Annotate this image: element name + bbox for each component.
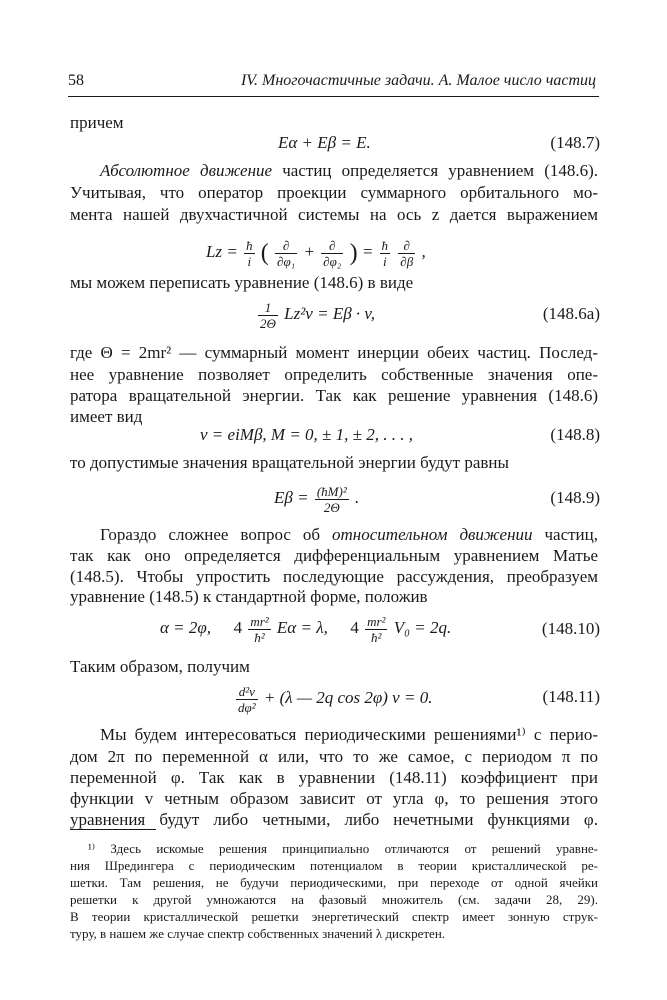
text-line: уравнение (148.5) к стандартной форме, положив xyxy=(70,587,428,606)
text-line: уравнения будут либо четными, либо нечетными функциями φ. xyxy=(70,810,598,829)
emphasis-text: Абсолютное движение xyxy=(100,161,273,180)
text-line xyxy=(70,724,598,746)
fraction: $\frac{\text{mr²}}{\text{ħ²}}$ xyxy=(250,613,269,645)
equation-number: (148.6a) xyxy=(542,304,600,323)
footnote-line: шетки. Там решения, не будучи периодическими, при переходе от одной ячейки xyxy=(70,875,598,890)
equation-148-9 xyxy=(274,480,359,516)
text-span: частиц определяется уравнением (148.6). xyxy=(282,161,599,180)
text-line: то допустимые значения вращательной энергии будут равны xyxy=(70,453,509,472)
equation-148-7: Eα + Eβ = E. xyxy=(278,133,371,152)
punctuation: , xyxy=(421,242,426,261)
text-line: так как оно определяется дифференциальным уравнением Матье xyxy=(70,546,598,565)
eq-lhs: Lz = xyxy=(206,242,238,261)
punctuation: . xyxy=(354,488,360,507)
fraction: $\frac{\text{mr²}}{\text{ħ²}}$ xyxy=(367,613,386,645)
eq-part: 4 xyxy=(233,618,243,637)
running-title: IV. Многочастичные задачи. А. Малое число частиц xyxy=(240,72,596,89)
fraction: $\frac{\partial}{\text{∂φ₁}}$ xyxy=(277,237,296,269)
equation-148-10 xyxy=(160,608,451,648)
text-line: (148.5). Чтобы упростить последующие рассуждения, преобразуем xyxy=(70,567,598,586)
eq-part: α = 2φ, xyxy=(160,618,212,637)
equation-number: (148.9) xyxy=(550,488,600,507)
text-line: Учитывая, что оператор проекции суммарного орбитального мо- xyxy=(70,183,598,202)
operator: + xyxy=(303,242,315,261)
equation-148-8: v = eiMβ, M = 0, ± 1, ± 2, . . . , xyxy=(200,425,413,444)
equation-lz xyxy=(206,232,426,273)
equation-148-11 xyxy=(234,678,432,718)
footnote-line: туру, в нашем же случае спектр собственных значений λ дискретен. xyxy=(70,926,446,941)
text-line: мента нашей двухчастичной системы на ось z дается выражением xyxy=(70,205,598,224)
fraction: $\frac{\partial}{\partial\beta}$ xyxy=(400,237,414,269)
text-line: ратора вращательной энергии. Так как решение уравнения (148.6) xyxy=(70,386,598,405)
text-line xyxy=(70,160,598,182)
fraction: $\frac{\text{d²v}}{\text{dφ²}}$ xyxy=(238,683,256,715)
fraction: $\frac{ħ}{i}$ xyxy=(381,237,389,269)
text-line: причем xyxy=(70,113,124,132)
text-span: частиц, xyxy=(544,525,598,544)
eq-part: Eα = λ, xyxy=(276,618,328,637)
fraction: $\frac{\partial}{\text{∂φ₂}}$ xyxy=(323,237,342,269)
equation-number: (148.8) xyxy=(550,425,600,444)
eq-rest: + (λ — 2q cos 2φ) v = 0. xyxy=(263,688,433,707)
eq-part: V₀ = 2q. xyxy=(393,618,452,637)
text-line: где Θ = 2mr² — суммарный момент инерции обеих частиц. Послед- xyxy=(70,343,598,362)
header-rule xyxy=(68,96,599,97)
eq-rest: Lz²v = Eβ · v, xyxy=(284,304,375,323)
operator: = xyxy=(361,242,374,261)
fraction: $\frac{ħ}{i}$ xyxy=(246,237,253,269)
equation-148-6a xyxy=(256,296,375,332)
text-line: Таким образом, получим xyxy=(70,657,250,676)
text-span: Мы будем интересоваться периодическими решениями¹⁾ с перио- xyxy=(100,725,598,744)
equation-number: (148.10) xyxy=(541,619,600,638)
text-line: дом 2π по переменной α или, что то же самое, с периодом π по xyxy=(70,747,598,766)
fraction: $\frac{\text{(ħM)²}}{2\Theta}$ xyxy=(316,483,347,515)
footnote-text: ¹⁾ Здесь искомые решения принципиально отличаются от решений уравне- xyxy=(88,841,598,856)
footnote-line: ния Шредингера с периодическим потенциалом в теории кристаллической ре- xyxy=(70,858,598,873)
footnote-line xyxy=(70,840,598,857)
text-line: мы можем переписать уравнение (148.6) в виде xyxy=(70,273,414,292)
text-line xyxy=(70,524,598,546)
text-line: переменной φ. Так как в уравнении (148.11) коэффициент при xyxy=(70,768,598,787)
page-number: 58 xyxy=(68,72,84,89)
eq-part: 4 xyxy=(350,618,359,637)
paren: ( xyxy=(260,240,269,267)
text-line: имеет вид xyxy=(70,407,143,426)
equation-number: (148.11) xyxy=(542,687,600,706)
text-line: нее уравнение позволяет определить собственные значения опе- xyxy=(70,365,598,384)
text-line: функции v четным образом зависит от угла φ, то решения этого xyxy=(70,789,598,808)
text-span: Гораздо сложнее вопрос об xyxy=(100,525,321,544)
fraction: $\frac{1}{2\Theta}$ xyxy=(260,299,276,331)
footnote-line: решетки к другой умножаются на фазовый множитель (см. задачи 28, 29). xyxy=(70,892,598,907)
footnote-line: В теории кристаллической решетки энергетический спектр имеет зонную струк- xyxy=(70,909,598,924)
paren: ) xyxy=(349,240,358,267)
footnote-rule xyxy=(70,829,156,830)
eq-lhs: Eβ = xyxy=(274,488,309,507)
equation-number: (148.7) xyxy=(550,133,600,152)
emphasis-text: относительном движении xyxy=(332,525,533,544)
